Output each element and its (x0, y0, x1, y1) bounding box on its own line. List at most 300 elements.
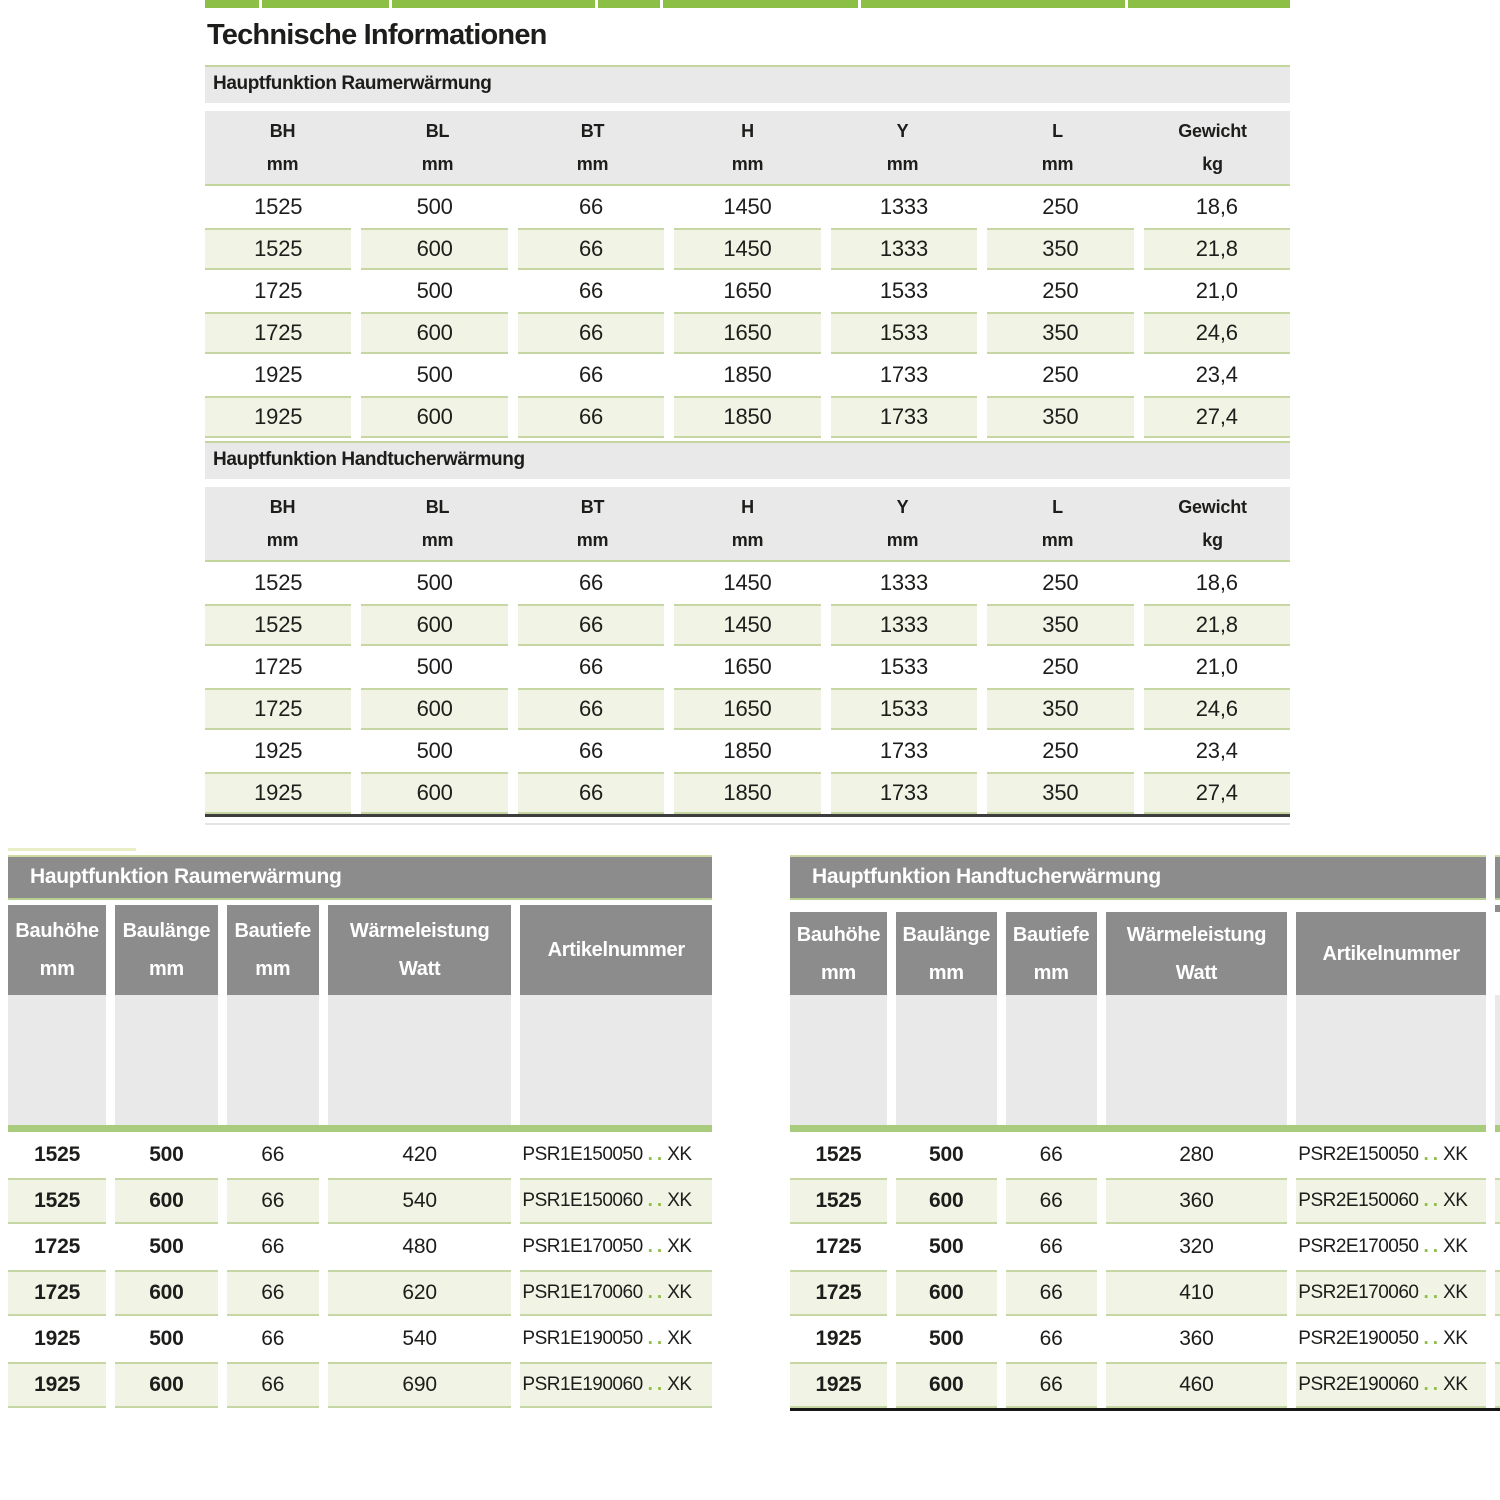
article-table-raumerwaermung (8, 855, 712, 1408)
cell-h: 1650 (674, 312, 820, 354)
cell-gewicht: 21,8 (1144, 604, 1290, 646)
row-sliver (1495, 1178, 1500, 1224)
cell-bt: 66 (579, 570, 604, 595)
artikel-code: PSR1E150060 (522, 1190, 643, 1211)
cell-gewicht: 24,6 (1144, 312, 1290, 354)
column-header-sliver (1495, 905, 1500, 912)
cell-watt: 620 (328, 1270, 512, 1316)
cell-l: 250 (1042, 194, 1079, 219)
cell-artikelnummer (1296, 1224, 1486, 1270)
cell-h: 1850 (674, 772, 820, 814)
column-header-label: BT (580, 496, 605, 517)
cell-h: 1850 (674, 396, 820, 438)
table-row (205, 730, 1290, 772)
table-row (790, 1270, 1500, 1316)
artikel-placeholder-dots: .. (647, 1328, 667, 1349)
column-header-label: L (1052, 120, 1063, 141)
cell-bt: 66 (518, 228, 664, 270)
column-header-unit: mm (576, 529, 609, 550)
cell-bh: 1725 (254, 278, 303, 303)
column-header-unit: mm (421, 529, 454, 550)
cell-artikelnummer (520, 1316, 712, 1362)
artikel-code: PSR1E170060 (522, 1282, 643, 1303)
column-header-label: H (741, 120, 754, 141)
dimension-table-1-header-row (205, 111, 1290, 186)
cell-bauhoehe: 1525 (815, 1143, 862, 1166)
column-header (360, 491, 515, 557)
cell-bh: 1925 (205, 396, 351, 438)
cell-l: 250 (1042, 278, 1079, 303)
column-header-unit: mm (1041, 529, 1074, 550)
table-row (205, 312, 1290, 354)
cell-bh: 1525 (205, 604, 351, 646)
artikel-code: PSR1E150050 (522, 1144, 643, 1165)
artikel-suffix: XK (1443, 1328, 1468, 1349)
title-bar-sliver (1495, 855, 1500, 900)
cell-watt: 690 (328, 1362, 512, 1408)
cell-l: 350 (987, 228, 1133, 270)
table-row (205, 396, 1290, 438)
column-header (360, 115, 515, 181)
column-header (115, 905, 217, 995)
column-header (205, 115, 360, 181)
artikel-placeholder-dots: .. (1423, 1374, 1443, 1395)
artikel-placeholder-dots: .. (647, 1374, 667, 1395)
table-row (205, 228, 1290, 270)
cell-bauhoehe: 1725 (8, 1270, 106, 1316)
cell-watt: 540 (328, 1178, 512, 1224)
artikel-suffix: XK (1443, 1282, 1468, 1303)
cell-y: 1733 (879, 738, 928, 763)
table-row (8, 1270, 712, 1316)
accent-bar-segment (205, 0, 259, 8)
column-header-unit: mm (886, 529, 919, 550)
column-header (825, 115, 980, 181)
cell-bautiefe: 66 (1039, 1235, 1063, 1258)
cell-baulaenge: 500 (149, 1327, 184, 1350)
accent-bar-segment (262, 0, 389, 8)
column-header (670, 491, 825, 557)
column-header-label: Y (896, 496, 909, 517)
green-divider-bar (790, 1125, 1500, 1132)
table-bottom-rule-faint (205, 823, 1290, 825)
cell-baulaenge: 500 (929, 1143, 964, 1166)
column-header-unit: Watt (398, 958, 441, 980)
cell-artikelnummer (520, 1132, 712, 1178)
cell-y: 1333 (879, 570, 928, 595)
cell-l: 250 (1042, 570, 1079, 595)
artikel-placeholder-dots: .. (647, 1236, 667, 1257)
cell-gewicht: 23,4 (1195, 362, 1238, 387)
column-header-unit: mm (266, 529, 299, 550)
cell-y: 1333 (831, 228, 977, 270)
column-header-label: BL (425, 496, 450, 517)
cell-bl: 500 (416, 654, 453, 679)
column-header-unit: Watt (1175, 961, 1218, 984)
accent-bar-segment (598, 0, 660, 8)
cell-baulaenge: 600 (896, 1270, 997, 1316)
row-sliver (1495, 1132, 1500, 1178)
cell-bh: 1925 (254, 362, 303, 387)
artikel-suffix: XK (667, 1374, 692, 1395)
cell-bauhoehe: 1925 (8, 1362, 106, 1408)
cell-bl: 600 (361, 396, 507, 438)
column-header (205, 491, 360, 557)
column-header-label: Wärmeleistung (349, 920, 490, 942)
artikel-code: PSR2E170060 (1298, 1282, 1419, 1303)
column-header-label: Artikelnummer (1322, 942, 1460, 965)
article-table-handtucherwaermung (790, 855, 1500, 1411)
cell-l: 350 (987, 772, 1133, 814)
cell-y: 1533 (879, 654, 928, 679)
table-row (8, 1132, 712, 1178)
cell-bt: 66 (579, 194, 604, 219)
column-header (825, 491, 980, 557)
column-header-label: Bauhöhe (796, 923, 881, 946)
cell-bautiefe: 66 (1006, 1270, 1097, 1316)
cell-bl: 500 (416, 362, 453, 387)
cell-bautiefe: 66 (261, 1327, 285, 1350)
table-row (8, 1362, 712, 1408)
column-header (520, 905, 712, 995)
cell-l: 350 (987, 604, 1133, 646)
column-header (1135, 115, 1290, 181)
cell-bautiefe: 66 (227, 1362, 319, 1408)
cell-baulaenge: 600 (115, 1270, 217, 1316)
cell-bh: 1725 (205, 688, 351, 730)
cell-artikelnummer (1296, 1362, 1486, 1408)
artikel-placeholder-dots: .. (1423, 1282, 1443, 1303)
cell-bl: 500 (416, 278, 453, 303)
cell-watt: 460 (1106, 1362, 1288, 1408)
cell-h: 1450 (674, 228, 820, 270)
column-header (896, 912, 997, 995)
cell-bl: 600 (361, 604, 507, 646)
column-header (980, 491, 1135, 557)
cell-gewicht: 27,4 (1144, 772, 1290, 814)
cell-bautiefe: 66 (1006, 1178, 1097, 1224)
column-header-unit: mm (820, 961, 856, 984)
cell-bt: 66 (579, 738, 604, 763)
article-table-title-bar (790, 855, 1500, 900)
artikel-code: PSR2E150060 (1298, 1190, 1419, 1211)
column-header-unit: mm (731, 529, 764, 550)
cell-h: 1450 (723, 570, 772, 595)
artikel-code: PSR1E190060 (522, 1374, 643, 1395)
column-header-unit: mm (1033, 961, 1069, 984)
cell-bl: 600 (361, 688, 507, 730)
column-header-label: Gewicht (1178, 496, 1247, 517)
article-table-body (790, 1132, 1500, 1408)
cell-artikelnummer (1296, 1270, 1486, 1316)
row-sliver (1495, 1224, 1500, 1270)
cell-artikelnummer (1296, 1316, 1486, 1362)
cell-y: 1333 (831, 604, 977, 646)
cell-watt: 540 (402, 1327, 437, 1350)
cell-bh: 1725 (254, 654, 303, 679)
artikel-suffix: XK (667, 1236, 692, 1257)
artikel-placeholder-dots: .. (647, 1282, 667, 1303)
artikel-placeholder-dots: .. (647, 1190, 667, 1211)
cell-bt: 66 (518, 772, 664, 814)
table-bottom-rule (205, 814, 1290, 817)
cell-gewicht: 18,6 (1195, 570, 1238, 595)
artikel-placeholder-dots: .. (1423, 1328, 1443, 1349)
cell-bautiefe: 66 (261, 1143, 285, 1166)
cell-h: 1850 (723, 738, 772, 763)
table-row (8, 1224, 712, 1270)
cell-watt: 480 (402, 1235, 437, 1258)
cell-watt: 360 (1179, 1327, 1214, 1350)
cell-baulaenge: 500 (149, 1143, 184, 1166)
section-header-raumerwaermung: Hauptfunktion Raumerwärmung (205, 65, 1290, 103)
cell-y: 1533 (879, 278, 928, 303)
artikel-placeholder-dots: .. (1423, 1190, 1443, 1211)
article-table-header-row (8, 905, 712, 995)
table-row (205, 562, 1290, 604)
cell-bautiefe: 66 (261, 1235, 285, 1258)
artikel-code: PSR2E170050 (1298, 1236, 1419, 1257)
top-accent-bar (205, 0, 1290, 8)
cell-baulaenge: 500 (929, 1327, 964, 1350)
cell-bt: 66 (579, 362, 604, 387)
cell-bautiefe: 66 (1039, 1143, 1063, 1166)
cell-bt: 66 (518, 688, 664, 730)
cell-h: 1450 (674, 604, 820, 646)
article-table-body (8, 1132, 712, 1408)
cell-bt: 66 (579, 654, 604, 679)
column-header-label: Baulänge (122, 920, 211, 942)
cell-l: 250 (1042, 738, 1079, 763)
page-title: Technische Informationen (207, 19, 547, 51)
spacer-row (790, 995, 1500, 1125)
cell-bautiefe: 66 (227, 1270, 319, 1316)
row-sliver (1495, 1362, 1500, 1408)
table-row (790, 1316, 1500, 1362)
cell-bauhoehe: 1525 (34, 1143, 81, 1166)
cell-bh: 1525 (254, 194, 303, 219)
column-header (328, 905, 512, 995)
cell-h: 1450 (723, 194, 772, 219)
cell-gewicht: 23,4 (1195, 738, 1238, 763)
cell-watt: 420 (402, 1143, 437, 1166)
table-row (205, 354, 1290, 396)
cell-l: 350 (987, 312, 1133, 354)
column-header-label: Y (896, 120, 909, 141)
table-row (205, 646, 1290, 688)
cell-bl: 600 (361, 228, 507, 270)
artikel-code: PSR2E190060 (1298, 1374, 1419, 1395)
row-sliver (1495, 1316, 1500, 1362)
table-row (205, 688, 1290, 730)
cell-bauhoehe: 1725 (34, 1235, 81, 1258)
cell-bauhoehe: 1925 (34, 1327, 81, 1350)
dimension-table-2-header-row (205, 487, 1290, 562)
cell-bh: 1525 (254, 570, 303, 595)
column-header (1296, 912, 1486, 995)
cell-h: 1650 (723, 278, 772, 303)
cell-watt: 410 (1106, 1270, 1288, 1316)
cell-bauhoehe: 1925 (790, 1362, 887, 1408)
column-header-unit: mm (421, 153, 454, 174)
column-header-unit: mm (255, 958, 291, 980)
column-header (515, 491, 670, 557)
cell-bautiefe: 66 (1039, 1327, 1063, 1350)
cell-bauhoehe: 1525 (790, 1178, 887, 1224)
column-header-label: L (1052, 496, 1063, 517)
cell-bl: 500 (416, 738, 453, 763)
artikel-code: PSR2E150050 (1298, 1144, 1419, 1165)
accent-bar-segment (861, 0, 1125, 8)
cell-bauhoehe: 1725 (790, 1270, 887, 1316)
cell-y: 1733 (831, 772, 977, 814)
column-header-label: Bautiefe (234, 920, 311, 942)
artikel-code: PSR2E190050 (1298, 1328, 1419, 1349)
cell-bl: 600 (361, 312, 507, 354)
cell-bl: 500 (416, 570, 453, 595)
table-row (205, 772, 1290, 814)
column-header (8, 905, 106, 995)
article-table-title: Hauptfunktion Raumerwärmung (8, 855, 712, 900)
cell-watt: 360 (1106, 1178, 1288, 1224)
cell-bh: 1925 (205, 772, 351, 814)
table-row (790, 1178, 1500, 1224)
article-tables-section (8, 848, 1500, 1488)
column-header-unit: kg (1202, 529, 1223, 550)
column-header (980, 115, 1135, 181)
cell-artikelnummer (1296, 1178, 1486, 1224)
cell-bautiefe: 66 (227, 1178, 319, 1224)
column-header (1006, 912, 1097, 995)
cell-bauhoehe: 1925 (815, 1327, 862, 1350)
artikel-suffix: XK (1443, 1190, 1468, 1211)
cell-artikelnummer (520, 1224, 712, 1270)
row-sliver (1495, 1270, 1500, 1316)
column-header-label: H (741, 496, 754, 517)
cell-bauhoehe: 1725 (815, 1235, 862, 1258)
cell-gewicht: 18,6 (1195, 194, 1238, 219)
column-header-label: Artikelnummer (547, 939, 685, 961)
cell-h: 1650 (723, 654, 772, 679)
cell-gewicht: 27,4 (1144, 396, 1290, 438)
column-header-unit: mm (576, 153, 609, 174)
cell-baulaenge: 600 (115, 1362, 217, 1408)
cell-y: 1733 (879, 362, 928, 387)
spacer-row (8, 995, 712, 1125)
cell-artikelnummer (520, 1362, 712, 1408)
cell-l: 350 (987, 688, 1133, 730)
artikel-suffix: XK (1443, 1236, 1468, 1257)
cell-bl: 500 (416, 194, 453, 219)
accent-bar-segment (663, 0, 858, 8)
cell-baulaenge: 600 (896, 1362, 997, 1408)
column-header (790, 912, 887, 995)
dimension-table-1-body (205, 186, 1290, 438)
table-row (790, 1362, 1500, 1408)
column-header-unit: kg (1202, 153, 1223, 174)
cell-bautiefe: 66 (1006, 1362, 1097, 1408)
cell-bt: 66 (579, 278, 604, 303)
article-table-header-row (790, 905, 1500, 995)
column-header-unit: mm (1041, 153, 1074, 174)
cell-y: 1533 (831, 688, 977, 730)
cell-artikelnummer (1296, 1132, 1486, 1178)
artikel-suffix: XK (667, 1190, 692, 1211)
decorative-strip (8, 848, 136, 851)
column-header (670, 115, 825, 181)
cell-gewicht: 21,8 (1144, 228, 1290, 270)
table-row (8, 1178, 712, 1224)
column-header-unit: mm (148, 958, 184, 980)
artikel-suffix: XK (667, 1328, 692, 1349)
cell-l: 350 (987, 396, 1133, 438)
column-header-label: BH (269, 496, 296, 517)
table-row (790, 1224, 1500, 1270)
cell-bt: 66 (518, 312, 664, 354)
cell-y: 1733 (831, 396, 977, 438)
table-bottom-rule-black (790, 1408, 1500, 1411)
cell-gewicht: 24,6 (1144, 688, 1290, 730)
article-table-title-bar (8, 855, 712, 900)
cell-y: 1533 (831, 312, 977, 354)
table-row (790, 1132, 1500, 1178)
column-header (227, 905, 319, 995)
column-header (1135, 491, 1290, 557)
cell-gewicht: 21,0 (1195, 654, 1238, 679)
table-row (205, 270, 1290, 312)
table-row (8, 1316, 712, 1362)
artikel-placeholder-dots: .. (647, 1144, 667, 1165)
artikel-placeholder-dots: .. (1423, 1236, 1443, 1257)
table-row (205, 604, 1290, 646)
column-header (1106, 912, 1288, 995)
column-header-label: Bauhöhe (15, 920, 99, 942)
cell-bt: 66 (518, 604, 664, 646)
cell-baulaenge: 500 (149, 1235, 184, 1258)
cell-bauhoehe: 1525 (8, 1178, 106, 1224)
green-divider-bar (8, 1125, 712, 1132)
artikel-suffix: XK (1443, 1144, 1468, 1165)
cell-h: 1650 (674, 688, 820, 730)
column-header (515, 115, 670, 181)
column-header-label: BT (580, 120, 605, 141)
column-header-label: BL (425, 120, 450, 141)
column-header-label: Baulänge (902, 923, 991, 946)
accent-bar-segment (392, 0, 595, 8)
column-header-unit: mm (731, 153, 764, 174)
artikel-suffix: XK (667, 1144, 692, 1165)
accent-bar-segment (1128, 0, 1290, 8)
cell-l: 250 (1042, 654, 1079, 679)
cell-baulaenge: 500 (929, 1235, 964, 1258)
cell-l: 250 (1042, 362, 1079, 387)
cell-h: 1850 (723, 362, 772, 387)
column-header-label: Bautiefe (1012, 923, 1090, 946)
column-header-unit: mm (928, 961, 964, 984)
article-table-title: Hauptfunktion Handtucherwärmung (790, 855, 1486, 900)
cell-bt: 66 (518, 396, 664, 438)
column-header-label: Wärmeleistung (1126, 923, 1267, 946)
column-header-label: Gewicht (1178, 120, 1247, 141)
dimension-table-2-body (205, 562, 1290, 814)
column-header-unit: mm (266, 153, 299, 174)
table-row (205, 186, 1290, 228)
cell-gewicht: 21,0 (1195, 278, 1238, 303)
artikel-suffix: XK (1443, 1374, 1468, 1395)
cell-baulaenge: 600 (115, 1178, 217, 1224)
artikel-code: PSR1E170050 (522, 1236, 643, 1257)
cell-baulaenge: 600 (896, 1178, 997, 1224)
